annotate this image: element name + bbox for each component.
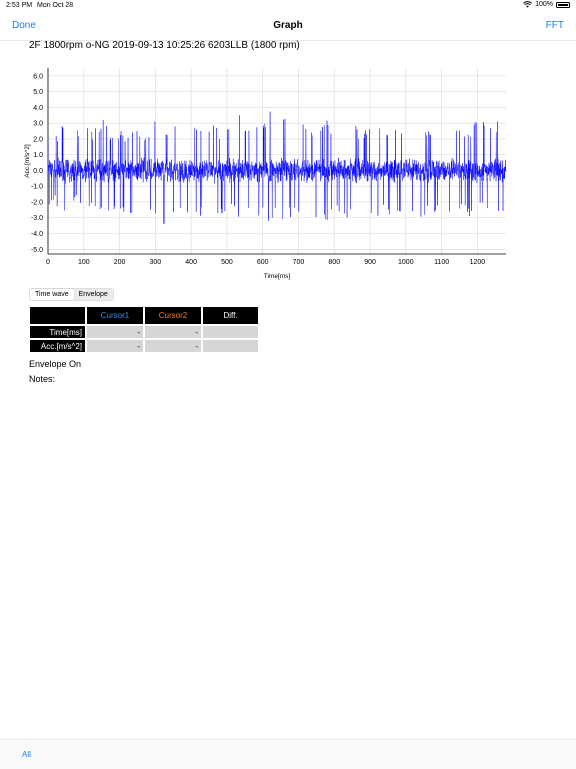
y-tick-label: -5.0 [30,246,43,254]
tab-time-wave[interactable]: Time wave [30,289,74,300]
cursor1-time: - [87,326,143,338]
nav-bar [0,12,576,41]
battery-percent: 100% [535,1,553,8]
x-axis-label: Time[ms] [263,273,291,280]
row-label-acc: Acc.[m/s^2] [30,340,85,352]
y-tick-label: 5.0 [33,89,43,97]
x-tick-label: 600 [256,259,269,266]
envelope-status: Envelope On [29,359,82,369]
status-bar [0,0,576,12]
x-tick-label: 300 [149,259,162,266]
x-tick-label: 900 [364,259,376,266]
x-tick-label: 200 [113,259,126,266]
y-tick-label: -4.0 [30,231,43,239]
header-cursor1: Cursor1 [87,307,143,324]
diff-acc [203,340,258,352]
y-tick-label: -1.0 [30,183,43,191]
x-tick-label: 1200 [469,259,486,266]
fft-button[interactable]: FFT [545,20,564,31]
page-title: Graph [273,20,303,31]
cursor1-acc: - [87,340,143,352]
y-tick-label: 2.0 [33,136,43,144]
status-time: 2:53 PM [6,2,33,9]
bottom-toolbar [0,739,576,769]
y-tick-label: 1.0 [33,152,43,160]
header-cursor2: Cursor2 [145,307,201,324]
x-tick-label: 800 [328,259,341,266]
y-tick-label: 6.0 [33,73,43,81]
waveform-series [48,112,506,224]
header-blank [30,307,85,324]
status-right [523,1,570,8]
time-wave-chart[interactable] [0,56,576,286]
notes-label: Notes: [29,374,56,384]
diff-time [203,326,258,338]
x-tick-label: 700 [292,259,305,266]
tab-envelope[interactable]: Envelope [78,291,108,298]
x-tick-label: 400 [185,259,197,266]
cursor-table [28,305,260,354]
view-segmented-control [29,288,114,301]
status-date: Mon Oct 28 [37,2,74,9]
x-tick-label: 0 [46,259,50,266]
y-tick-label: -3.0 [30,215,43,223]
table-row [30,326,258,338]
y-tick-label: 0.0 [33,167,43,175]
x-tick-label: 100 [77,259,90,266]
y-tick-label: 3.0 [33,120,43,128]
done-button[interactable]: Done [12,20,36,31]
battery-icon [556,2,570,8]
header-diff: Diff. [203,307,258,324]
cursor2-acc: - [145,340,201,352]
y-tick-label: 4.0 [33,104,43,112]
all-button[interactable]: All [22,750,31,759]
row-label-time: Time[ms] [30,326,85,338]
cursor2-time: - [145,326,201,338]
cursor-table-header [30,307,258,324]
table-row [30,340,258,352]
x-tick-label: 1000 [398,259,414,266]
x-tick-label: 1100 [434,259,450,266]
wifi-icon [523,1,532,8]
y-axis-label: Acc.[m/s^2] [24,144,31,178]
y-tick-label: -2.0 [30,199,43,207]
x-tick-label: 500 [221,259,233,266]
measurement-title: 2F 1800rpm o-NG 2019-09-13 10:25:26 6203LLB (1800 rpm) [29,40,300,51]
